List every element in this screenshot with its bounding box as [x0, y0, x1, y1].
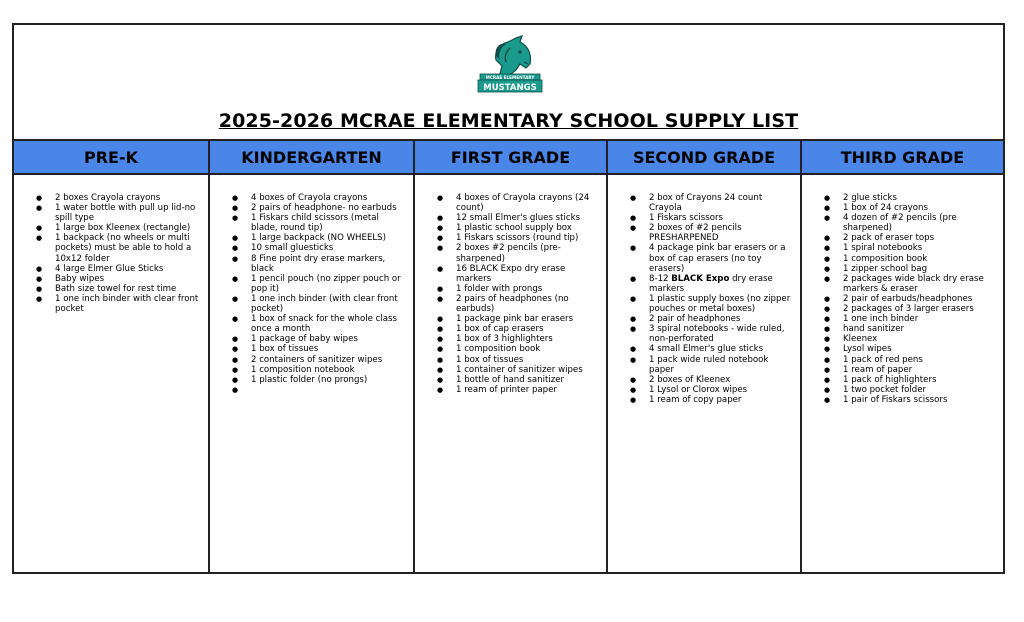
supply-item: ● 1 box of tissues: [437, 355, 600, 365]
supply-item: ● 1 container of sanitizer wipes: [437, 365, 600, 375]
supply-item: ● 4 boxes of Crayola crayons (24 count): [437, 193, 600, 213]
supply-item: ● 1 package of baby wipes: [232, 334, 407, 344]
supply-list: [802, 175, 1003, 405]
column-heading: PRE-K: [14, 141, 208, 175]
supply-item: ● 8-12 BLACK Expo dry erase markers: [630, 274, 794, 294]
supply-item: ● 1 Fiskars child scissors (metal blade, round tip): [232, 213, 407, 233]
supply-item: ● 1 backpack (no wheels or multi pockets) must be able to hold a 10x12 folder: [36, 233, 202, 263]
supply-item: ● 4 package pink bar erasers or a box of cap erasers (no toy erasers): [630, 243, 794, 273]
supply-list: [210, 175, 413, 385]
page-title: 2025-2026 MCRAE ELEMENTARY SCHOOL SUPPLY LIST: [218, 110, 799, 132]
supply-item: ● 8 Fine point dry erase markers, black: [232, 254, 407, 274]
supply-item: ● 1 composition notebook: [232, 365, 407, 375]
supply-item: ● 2 boxes of Kleenex: [630, 375, 794, 385]
grade-column-third: [802, 141, 1003, 574]
logo-text: MCRAE ELEMENTARY: [485, 75, 535, 80]
supply-list: [14, 175, 208, 314]
supply-item: ● 2 pair of headphones: [630, 314, 794, 324]
supply-item: ● 1 large backpack (NO WHEELS): [232, 233, 407, 243]
mustang-logo-icon: [476, 34, 544, 98]
supply-item: ● 1 Fiskars scissors: [630, 213, 794, 223]
supply-item: ● 2 boxes of #2 pencils PRESHARPENED: [630, 223, 794, 243]
column-heading: FIRST GRADE: [415, 141, 606, 175]
supply-item: ● 12 small Elmer's glues sticks: [437, 213, 600, 223]
supply-item: ● 2 pairs of headphone- no earbuds: [232, 203, 407, 213]
supply-item: ● Bath size towel for rest time: [36, 284, 202, 294]
supply-item: ● 4 boxes of Crayola crayons: [232, 193, 407, 203]
supply-item: ● 1 pack of red pens: [824, 355, 997, 365]
supply-item: ● 1 plastic supply boxes (no zipper pouches or metal boxes): [630, 294, 794, 314]
supply-item: ● 1 plastic folder (no prongs): [232, 375, 407, 385]
column-heading: SECOND GRADE: [608, 141, 800, 175]
grade-column-prek: [14, 141, 210, 574]
supply-item: ● 2 containers of sanitizer wipes: [232, 355, 407, 365]
supply-item: ● 1 ream of printer paper: [437, 385, 600, 395]
supply-item: ● 2 packages of 3 larger erasers: [824, 304, 997, 314]
supply-item: ● 1 bottle of hand sanitizer: [437, 375, 600, 385]
grade-column-second: [608, 141, 802, 574]
supply-item: ● 1 box of cap erasers: [437, 324, 600, 334]
supply-item: ● 1 folder with prongs: [437, 284, 600, 294]
supply-list-page: [12, 23, 1005, 574]
supply-item: ● 1 large box Kleenex (rectangle): [36, 223, 202, 233]
supply-item: ● 1 Lysol or Clorox wipes: [630, 385, 794, 395]
supply-item: ● 3 spiral notebooks - wide ruled, non-perforated: [630, 324, 794, 344]
supply-item: ● 1 ream of paper: [824, 365, 997, 375]
supply-item: ● 1 composition book: [437, 344, 600, 354]
supply-item: ● 2 pairs of headphones (no earbuds): [437, 294, 600, 314]
supply-item: ● 1 spiral notebooks: [824, 243, 997, 253]
supply-item: ● 1 zipper school bag: [824, 264, 997, 274]
supply-item: ● 1 ream of copy paper: [630, 395, 794, 405]
supply-item: ● 2 glue sticks: [824, 193, 997, 203]
supply-item: ● 1 box of snack for the whole class once a month: [232, 314, 407, 334]
supply-item: ● 4 large Elmer Glue Sticks: [36, 264, 202, 274]
supply-item: ● 1 pencil pouch (no zipper pouch or pop it): [232, 274, 407, 294]
supply-list: [415, 175, 606, 395]
supply-item: ● 2 box of Crayons 24 count Crayola: [630, 193, 794, 213]
supply-item: ● 1 pair of Fiskars scissors: [824, 395, 997, 405]
grade-column-first: [415, 141, 608, 574]
supply-list: [608, 175, 800, 405]
supply-item: ● 1 one inch binder (with clear front pocket): [232, 294, 407, 314]
supply-item: ● 2 boxes Crayola crayons: [36, 193, 202, 203]
supply-item: ● 1 one inch binder with clear front pocket: [36, 294, 202, 314]
supply-item: ● Baby wipes: [36, 274, 202, 284]
supply-item: ● Lysol wipes: [824, 344, 997, 354]
supply-item: ● 1 Fiskars scissors (round tip): [437, 233, 600, 243]
supply-item: ● 16 BLACK Expo dry erase markers: [437, 264, 600, 284]
supply-item: ● 1 two pocket folder: [824, 385, 997, 395]
grade-columns-table: [14, 139, 1003, 574]
supply-item: ● 1 composition book: [824, 254, 997, 264]
supply-item: ● Kleenex: [824, 334, 997, 344]
supply-item: ● 10 small gluesticks: [232, 243, 407, 253]
column-heading: KINDERGARTEN: [210, 141, 413, 175]
svg-text:MUSTANGS: MUSTANGS: [483, 83, 537, 93]
supply-item: ● 1 water bottle with pull up lid-no spill type: [36, 203, 202, 223]
supply-item: ● 4 dozen of #2 pencils (pre sharpened): [824, 213, 997, 233]
column-heading: THIRD GRADE: [802, 141, 1003, 175]
supply-item: ● 1 pack wide ruled notebook paper: [630, 355, 794, 375]
supply-item: ● 1 package pink bar erasers: [437, 314, 600, 324]
supply-item: ● 1 pack of highlighters: [824, 375, 997, 385]
supply-item: ● 2 pack of eraser tops: [824, 233, 997, 243]
supply-item: ● 4 small Elmer's glue sticks: [630, 344, 794, 354]
grade-column-kindergarten: [210, 141, 415, 574]
document-header: [14, 25, 1003, 139]
supply-item: ● 1 box of 24 crayons: [824, 203, 997, 213]
supply-item: ● 2 packages wide black dry erase markers & eraser: [824, 274, 997, 294]
supply-item: ● 1 plastic school supply box: [437, 223, 600, 233]
supply-item: ● 1 one inch binder: [824, 314, 997, 324]
supply-item: ● 2 pair of earbuds/headphones: [824, 294, 997, 304]
supply-item: ● 1 box of tissues: [232, 344, 407, 354]
supply-item: ● 1 box of 3 highlighters: [437, 334, 600, 344]
supply-item: ● hand sanitizer: [824, 324, 997, 334]
supply-item: ● 2 boxes #2 pencils (pre-sharpened): [437, 243, 600, 263]
